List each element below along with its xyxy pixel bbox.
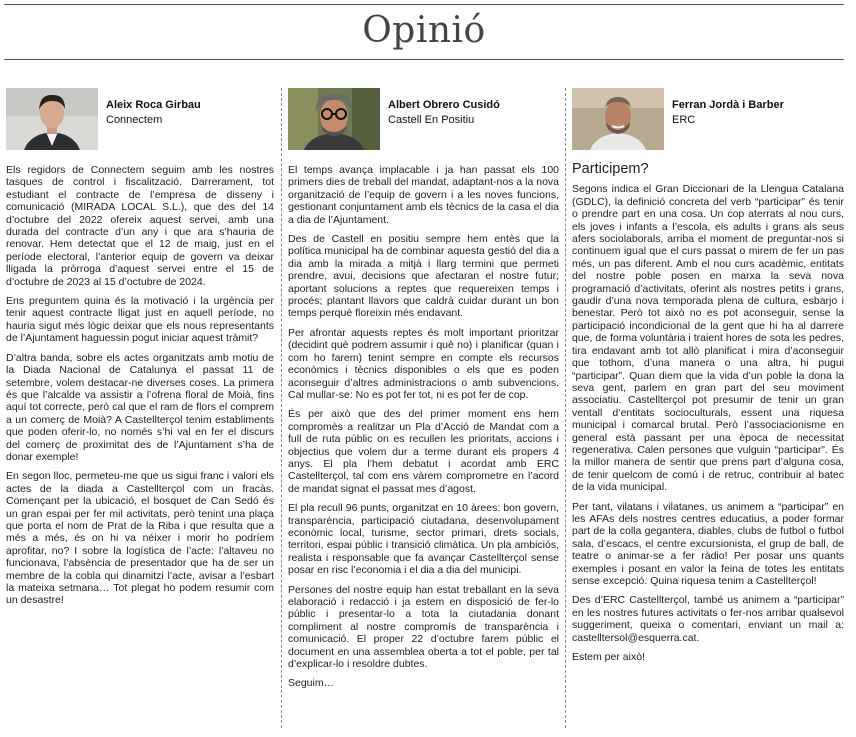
section-title: Opinió (362, 10, 486, 51)
author-name: Aleix Roca Girbau (106, 99, 201, 111)
article-paragraph: D’altra banda, sobre els actes organitzats amb motiu de la Diada Nacional de Catalunya el passat 11 de setembre, volem destacar-ne diverses coses. La primera és que l’alcalde va assistir a l’ofrena floral de Moià, fins aquí tot correcte, però cal que el ram de flors el comprem a un comerç de Moià? A Castellterçol tenim establiments que poden oferir-lo, no només s’hi val en fer el discurs del comerç de proximitat des de l’Ajuntament s’ha de donar exemple! (6, 351, 274, 463)
article-signoff: Estem per això! (572, 651, 645, 664)
article-body (288, 164, 559, 697)
article-body (6, 164, 274, 614)
column-divider (565, 88, 566, 728)
author-photo (6, 88, 98, 150)
article-paragraph: Persones del nostre equip han estat treballant en la seva elaboració i redacció i ja estem en disposició de fer-lo públic i presentar-lo a tota la ciutadania donant compliment al nostre compromís de transparència i comunicació. El proper 22 d’octubre farem públic el document en una assemblea oberta a tot el poble, per tal d’explicar-lo i resoldre dubtes. (288, 583, 559, 671)
article-paragraph: És per això que des del primer moment ens hem compromès a realitzar un Pla d’Acció de Mandat com a full de ruta públic on es recullen les prioritats, accions i objectius que volem dur a terme durant els propers 4 anys. El pla l’hem debatut i acordat amb ERC Castellterçol, tal com ens vàrem comprometre en l’acord de mandat signat el passat mes d’agost. (288, 408, 559, 495)
author-photo (288, 88, 380, 150)
opinion-column-erc (572, 88, 844, 733)
article-paragraph: Per afrontar aquests reptes és molt important prioritzar (decidint què podrem assumir i què no) i planificar (quan i com ho farem) tenint sempre en compte els recursos econòmics i tècnics disponibles o els que es poden aconseguir d’altres administracions o amb subvencions. Cal mullar-se: No es pot fer tot, ni es pot fer de cop. (288, 326, 559, 401)
article-paragraph: Des de Castell en positiu sempre hem entès que la política municipal ha de combinar aquesta gestió del dia a dia amb la mirada a mitjà i llarg termini que permeti prendre, avui, decisions que afectaran el nostre futur; aportant solucions a reptes que requereixen temps i procés; plantant llavors que caldrà cuidar durant un bon temps perquè floreixin més endavant. (288, 233, 559, 320)
author-header (288, 88, 559, 152)
article-paragraph: El pla recull 96 punts, organitzat en 10 àrees: bon govern, transparència, participació ciutadana, desenvolupament econòmic local, turisme, sector primari, drets socials, territori, espai públic i transició climàtica. Un pla ambiciós, realista i responsable que fa avançar Castellterçol sense posar en risc l’economia i el dia a dia del municipi. (288, 502, 559, 577)
author-party: Castell En Positiu (388, 114, 475, 126)
section-title-bar (4, 4, 844, 60)
opinion-column-castell-en-positiu (288, 88, 559, 733)
article-paragraph: Els regidors de Connectem seguim amb les nostres tasques de control i fiscalització. Darrerament, tot estudiant el contracte de l’empresa de disseny i comunicació (MIRADA LOCAL S.L.), que des del 14 d’octubre del 2022 ofereix aquest servei, amb una durada del contracte d’un any i que ara s’hauria de renovar. Hem detectat que el 12 de maig, just en el període electoral, l’anterior equip de govern va deixar lligada la pròrroga d’aquest servei entre el 15 de d’octubre de 2023 al 15 d’octubre de 2024. (6, 164, 274, 288)
article-signoff: Seguim… (288, 677, 335, 690)
author-photo (572, 88, 664, 150)
article-paragraph: En segon lloc, permeteu-me que us sigui franc i valori els actes de la diada a Castellterçol com un fracàs. Començant per la ubicació, el bosquet de Can Sedó és un gran espai per fer mil activitats, però tenint una plaça que porta el nom de Prat de la Riba i que resulta que a més a més, és on hi va néixer i morir ho podríem aprofitar, no? I sobre la logística de l’acte: l’altaveu no funcionava, l’absència de presentador que ha de ser un membre de la cobla qui dinamitzi l’acte, avisar a l’esbart la mateixa setmana… Tot plegat ho podem resumir com un desastre! (6, 470, 274, 607)
author-name: Albert Obrero Cusidó (388, 99, 500, 111)
column-divider (281, 88, 282, 728)
author-header (572, 88, 844, 152)
author-party: Connectem (106, 114, 163, 126)
article-paragraph: Ens preguntem quina és la motivació i la urgència per tenir aquest contracte lligat just en aquell període, no hauria sigut més lògic deixar que els nous representants de l’Ajuntament haguessin pogut iniciar aquest tràmit? (6, 295, 274, 345)
author-header (6, 88, 274, 152)
author-party: ERC (672, 114, 696, 126)
article-paragraph: Segons indica el Gran Diccionari de la Llengua Catalana (GDLC), la definició concreta del verb “participar” és tenir o prendre part en una cosa. Un cop aterrats al nou curs, els joves i infants a l’escola, els adults i grans als seus afers sociolaborals, arriba el moment de preguntar-nos si continuem igual que el curs passat o mirem de fer un pas més, un pas diferent. Amb el nou curs acadèmic, entitats del nostre poble posen en marxa la seva nova programació d’activitats, oferint als nostres petits i grans, gaudir d’una nova temporada plena de cultura, esbarjo i benestar. Però tot això no es pot aconseguir, sense la participació incondicional de la gent que hi ha al darrere que, de forma voluntària i traient hores de sota les pedres, tira endavant amb tot allò planificat i mira d’aconseguir que tothom, d’una manera o una altra, hi pugui “participar”. Quan diem que la vida d’un poble la dona la seva gent, parlem en gran part del seu moviment associatiu. Castellterçol pot presumir de tenir un gran ventall d’entitats socioculturals, essent una riquesa municipal i comarcal brutal. Però l’associacionisme en general està passant per una època de necessitat regenerativa. Calen persones que vulguin “participar”. És la millor manera de sentir que prens part d’alguna cosa, de tenir quelcom de comú i de retruc, contribuir al batec de la vida municipal. (572, 183, 844, 494)
opinion-column-connectem (6, 88, 274, 733)
article-paragraph: Per tant, vilatans i vilatanes, us animem a “participar” en les AFAs dels nostres centres educatius, a poder formar part de la colla gegantera, diables, clubs de futbol o futbol sala, d’escacs, el centre excursionista, el grup de ball, de teatre o animar-se a fer ràdio! Per posar uns quants exemples i posant en valor la feina de totes les entitats sense excepció. Quina riquesa tenim a Castellterçol! (572, 500, 844, 587)
article-body (572, 163, 844, 670)
author-name: Ferran Jordà i Barber (672, 99, 784, 111)
article-paragraph: Des d’ERC Castellterçol, també us animem a “participar” en les nostres futures activitats o fer-nos arribar qualsevol suggeriment, queixa o comentari, enviant un mail a: castelltersol@esquerra.cat. (572, 594, 844, 644)
article-paragraph: El temps avança implacable i ja han passat els 100 primers dies de treball del mandat, adaptant-nos a la nova organització de l’equip de govern i a les noves funcions, gestionant conjuntament amb els tècnics de la casa el dia a dia de l’Ajuntament. (288, 164, 559, 226)
article-heading: Participem? (572, 161, 649, 177)
